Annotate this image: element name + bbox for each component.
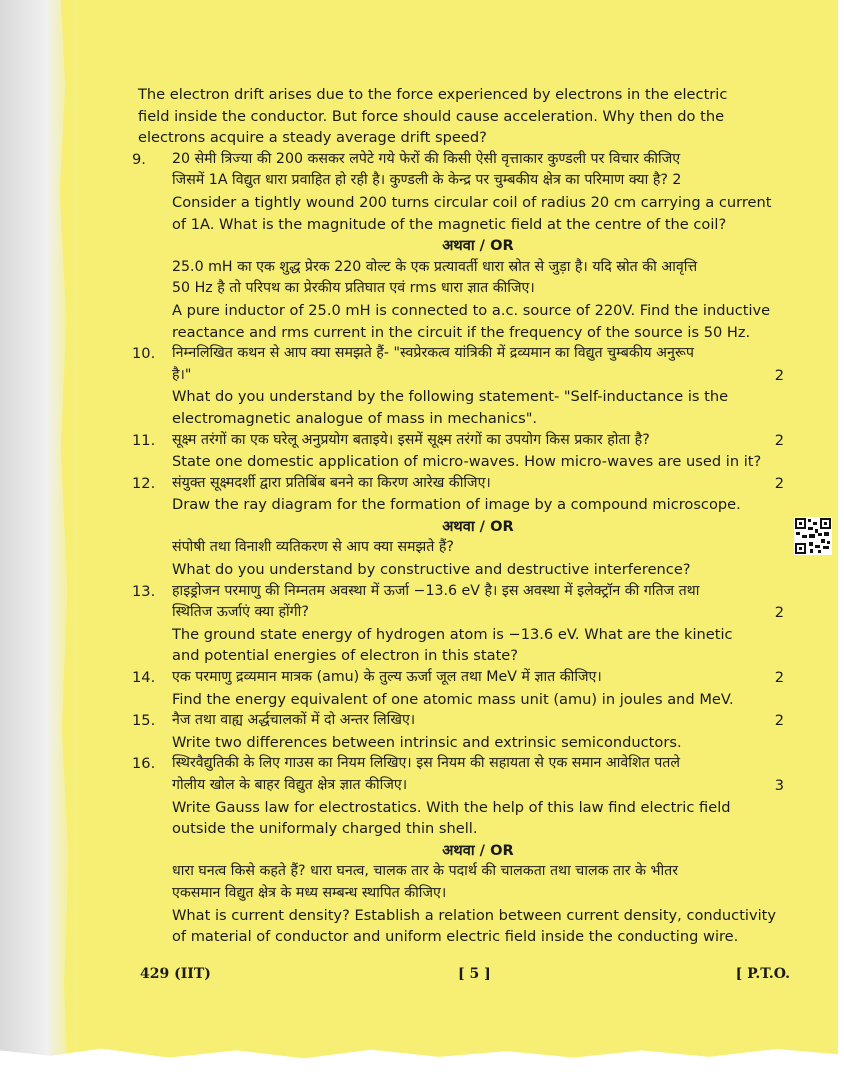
question-12	[132, 473, 784, 581]
question-row	[172, 365, 784, 387]
question-15	[132, 710, 784, 753]
pto-label: [ P.T.O.	[735, 966, 790, 982]
or-separator: अथवा / OR	[442, 237, 514, 255]
question-10	[132, 343, 784, 429]
page-right-margin	[838, 0, 844, 1072]
page-number: [ 5 ]	[458, 966, 491, 982]
marks: 2	[774, 669, 784, 687]
question-9	[132, 149, 784, 343]
intro-line: The electron drift arises due to the force experienced by electrons in the electric	[138, 86, 728, 103]
question-16	[132, 753, 784, 947]
question-number: 13.	[132, 582, 156, 600]
qr-code-icon	[794, 517, 832, 555]
intro-paragraph	[138, 84, 784, 149]
question-number: 15.	[132, 712, 156, 730]
or-separator: अथवा / OR	[442, 517, 514, 535]
alt-question-english: of material of conductor and uniform electric field inside the conducting wire.	[172, 928, 739, 946]
marks: 2	[774, 604, 784, 622]
question-text-hindi: स्थितिज ऊर्जाएं क्या होंगी?	[172, 604, 309, 621]
question-text-english: Draw the ray diagram for the formation of image by a compound microscope.	[172, 496, 741, 514]
question-text-hindi: सूक्ष्म तरंगों का एक घरेलू अनुप्रयोग बताइये। इसमें सूक्ष्म तरंगों का उपयोग किस प्रकार होता है?	[172, 431, 650, 448]
question-row	[172, 710, 784, 732]
alt-question-english: A pure inductor of 25.0 mH is connected to a.c. source of 220V. Find the inductive	[172, 301, 771, 319]
question-text-english: Write two differences between intrinsic and extrinsic semiconductors.	[172, 733, 682, 751]
question-number: 9.	[132, 150, 146, 168]
question-text-english: What do you understand by the following statement- "Self-inductance is the	[172, 388, 729, 406]
question-row	[172, 667, 784, 689]
question-number: 10.	[132, 345, 156, 363]
question-text-hindi: है।"	[172, 366, 192, 383]
question-number: 12.	[132, 474, 156, 492]
alt-question-english: reactance and rms current in the circuit if the frequency of the source is 50 Hz.	[172, 323, 751, 341]
question-text-hindi: गोलीय खोल के बाहर विद्युत क्षेत्र ज्ञात कीजिए।	[172, 777, 408, 793]
question-text-english: electromagnetic analogue of mass in mechanics".	[172, 409, 538, 427]
alt-question-hindi: 50 Hz है तो परिपथ का प्रेरकीय प्रतिघात एवं rms धारा ज्ञात कीजिए।	[172, 280, 535, 297]
question-text-english: Write Gauss law for electrostatics. With the help of this law find electric field	[172, 798, 731, 816]
question-11	[132, 430, 784, 473]
alt-question-hindi: 25.0 mH का एक शुद्ध प्रेरक 220 वोल्ट के एक प्रत्यावर्ती धारा स्रोत से जुड़ा है। यदि स्रोत की आवृत्ति	[172, 258, 698, 275]
question-text-english: outside the uniformaly charged thin shell.	[172, 820, 478, 838]
question-text-english: Consider a tightly wound 200 turns circular coil of radius 20 cm carrying a current	[172, 193, 772, 211]
question-row	[172, 602, 784, 624]
marks: 2	[774, 431, 784, 449]
question-text-english: of 1A. What is the magnitude of the magnetic field at the centre of the coil?	[172, 215, 727, 233]
question-number: 16.	[132, 755, 156, 773]
question-text-english: The ground state energy of hydrogen atom is −13.6 eV. What are the kinetic	[172, 625, 733, 643]
question-text-hindi: स्थिरवैद्युतिकी के लिए गाउस का नियम लिखिए। इस नियम की सहायता से एक समान आवेशित पतले	[172, 755, 680, 772]
question-content	[132, 84, 784, 948]
marks: 2	[774, 474, 784, 492]
question-text-hindi: हाइड्रोजन परमाणु की निम्नतम अवस्था में ऊर्जा −13.6 eV है। इस अवस्था में इलेक्ट्रॉन की गतिज तथा	[172, 582, 700, 599]
question-text-english: and potential energies of electron in this state?	[172, 647, 519, 665]
question-text-hindi: नैज तथा वाह्य अर्द्धचालकों में दो अन्तर लिखिए।	[172, 712, 416, 729]
question-text-hindi: 20 सेमी त्रिज्या की 200 कसकर लपेटे गये फेरों की किसी ऐसी वृत्ताकार कुण्डली पर विचार कीजिए	[172, 150, 681, 167]
question-13	[132, 581, 784, 667]
intro-line: field inside the conductor. But force should cause acceleration. Why then do the	[138, 107, 725, 125]
question-text-hindi: जिसमें 1A विद्युत धारा प्रवाहित हो रही है। कुण्डली के केन्द्र पर चुम्बकीय क्षेत्र का परिमाण क्या है? 2	[172, 172, 682, 189]
marks: 2	[774, 712, 784, 730]
or-separator: अथवा / OR	[442, 841, 514, 859]
question-text-hindi: निम्नलिखित कथन से आप क्या समझते हैं- "स्वप्रेरकत्व यांत्रिकी में द्रव्यमान का विद्युत चुम्बकीय अनुरूप	[172, 345, 694, 362]
question-text-hindi: एक परमाणु द्रव्यमान मात्रक (amu) के तुल्य ऊर्जा जूल तथा MeV में ज्ञात कीजिए।	[172, 669, 602, 686]
paper-code: 429 (IIT)	[140, 966, 211, 982]
marks: 2	[774, 366, 784, 384]
question-row	[172, 775, 784, 797]
question-row	[172, 473, 784, 495]
question-text-hindi: संयुक्त सूक्ष्मदर्शी द्वारा प्रतिबिंब बनने का किरण आरेख कीजिए।	[172, 474, 491, 491]
question-text-english: State one domestic application of micro-waves. How micro-waves are used in it?	[172, 453, 762, 471]
marks: 3	[774, 777, 784, 794]
alt-question-hindi: एकसमान विद्युत क्षेत्र के मध्य सम्बन्ध स्थापित कीजिए।	[172, 884, 447, 901]
alt-question-hindi: संपोषी तथा विनाशी व्यतिकरण से आप क्या समझते हैं?	[172, 539, 454, 556]
question-row	[172, 430, 784, 452]
alt-question-hindi: धारा घनत्व किसे कहते हैं? धारा घनत्व, चालक तार के पदार्थ की चालकता तथा चालक तार के भीतर	[172, 863, 679, 880]
intro-line: electrons acquire a steady average drift speed?	[138, 129, 487, 147]
alt-question-english: What is current density? Establish a relation between current density, conductivity	[172, 906, 777, 924]
alt-question-english: What do you understand by constructive and destructive interference?	[172, 561, 691, 579]
question-14	[132, 667, 784, 710]
question-number: 11.	[132, 431, 156, 449]
question-text-english: Find the energy equivalent of one atomic mass unit (amu) in joules and MeV.	[172, 690, 734, 708]
question-number: 14.	[132, 669, 156, 687]
